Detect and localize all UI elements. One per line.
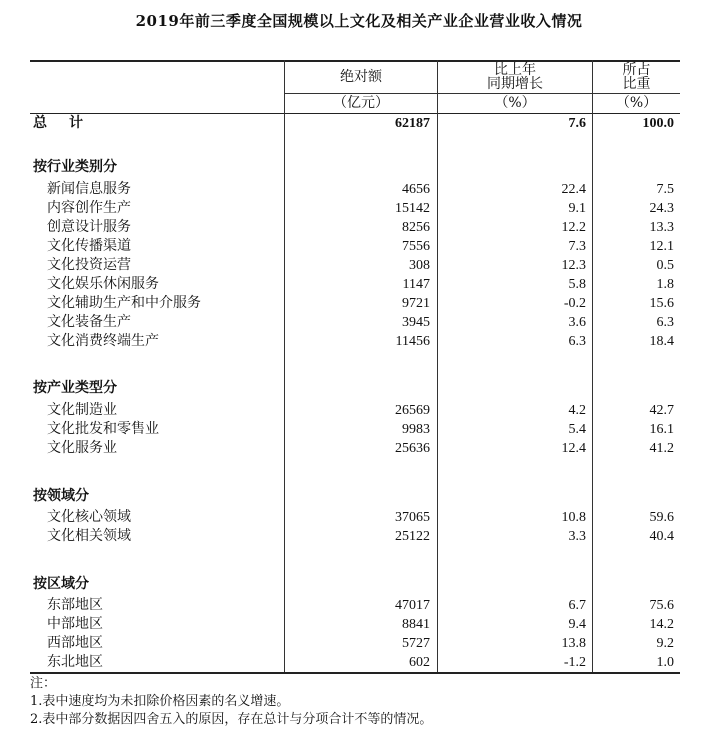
row-amount: 602 [409,655,430,670]
table-top-rule [30,60,680,62]
row-label: 文化批发和零售业 [47,421,159,437]
row-label: 文化消费终端生产 [47,333,159,349]
row-amount: 11456 [395,334,430,349]
row-label: 文化投资运营 [47,257,131,273]
row-growth: 9.4 [568,617,586,632]
header-growth-unit: （%） [494,95,536,111]
row-amount: 8841 [402,617,430,632]
row-share: 9.2 [656,636,674,651]
section-heading: 按产业类型分 [33,380,117,396]
row-amount: 37065 [395,510,430,525]
row-growth: 5.8 [568,277,586,292]
section-heading: 按领域分 [33,488,89,504]
row-amount: 7556 [402,239,430,254]
row-label: 文化装备生产 [47,314,131,330]
row-share: 40.4 [649,529,674,544]
notes-heading: 注： [30,676,57,691]
row-share: 6.3 [656,315,674,330]
note-line: 1.表中速度均为未扣除价格因素的名义增速。 [30,694,290,709]
row-share: 1.8 [656,277,674,292]
row-share: 14.2 [649,617,674,632]
total-label: 总 计 [33,115,87,131]
section-heading: 按行业类别分 [33,159,117,175]
header-share-line2: 比重 [622,76,651,92]
page-title: 2019年前三季度全国规模以上文化及相关产业企业营业收入情况 [135,12,583,30]
row-share: 0.5 [656,258,674,273]
row-share: 42.7 [649,403,674,418]
row-label: 东部地区 [47,597,103,613]
row-growth: 6.3 [568,334,586,349]
table-bottom-rule [30,672,680,674]
header-amount: 绝对额 [340,69,382,85]
row-growth: 7.3 [568,239,586,254]
row-amount: 8256 [402,220,430,235]
row-amount: 26569 [395,403,430,418]
row-amount: 9721 [402,296,430,311]
total-growth: 7.6 [568,116,586,131]
row-growth: 6.7 [568,598,586,613]
row-growth: 22.4 [561,182,586,197]
note-line: 2.表中部分数据因四舍五入的原因，存在总计与分项合计不等的情况。 [30,712,433,727]
row-amount: 4656 [402,182,430,197]
row-growth: 5.4 [568,422,586,437]
row-growth: 12.3 [561,258,586,273]
row-label: 新闻信息服务 [47,181,131,197]
row-amount: 308 [409,258,430,273]
row-share: 7.5 [656,182,674,197]
total-amount: 62187 [395,116,430,131]
row-amount: 15142 [395,201,430,216]
column-divider [592,60,593,672]
row-growth: 4.2 [568,403,586,418]
header-amount-unit: （亿元） [333,95,389,111]
row-label: 文化制造业 [47,402,117,418]
unit-separator-line [284,93,680,94]
row-label: 文化相关领域 [47,528,131,544]
row-share: 1.0 [656,655,674,670]
row-growth: 12.2 [561,220,586,235]
row-growth: -1.2 [563,655,586,670]
header-share-unit: （%） [615,95,658,111]
row-amount: 47017 [395,598,430,613]
row-label: 东北地区 [47,654,103,670]
header-share-line1: 所占 [622,62,651,78]
row-share: 75.6 [649,598,674,613]
row-label: 西部地区 [47,635,103,651]
row-amount: 25636 [395,441,430,456]
row-label: 文化传播渠道 [47,238,131,254]
row-amount: 5727 [402,636,430,651]
row-share: 18.4 [649,334,674,349]
row-growth: 10.8 [561,510,586,525]
row-label: 文化娱乐休闲服务 [47,276,159,292]
row-growth: 3.6 [568,315,586,330]
row-amount: 1147 [402,277,430,292]
row-share: 12.1 [649,239,674,254]
row-amount: 25122 [395,529,430,544]
row-share: 24.3 [649,201,674,216]
row-growth: 13.8 [561,636,586,651]
row-label: 文化辅助生产和中介服务 [47,295,201,311]
row-label: 创意设计服务 [47,219,131,235]
row-growth: 3.3 [568,529,586,544]
header-growth-line1: 比上年 [494,62,536,78]
row-label: 内容创作生产 [47,200,131,216]
header-growth-line2: 同期增长 [487,76,543,92]
row-share: 15.6 [649,296,674,311]
total-share: 100.0 [642,116,674,131]
row-amount: 9983 [402,422,430,437]
row-label: 文化核心领域 [47,509,131,525]
row-share: 13.3 [649,220,674,235]
row-growth: 12.4 [561,441,586,456]
section-heading: 按区域分 [33,576,89,592]
row-share: 41.2 [649,441,674,456]
row-growth: -0.2 [563,296,586,311]
row-share: 16.1 [649,422,674,437]
row-amount: 3945 [402,315,430,330]
row-label: 文化服务业 [47,440,117,456]
row-share: 59.6 [649,510,674,525]
row-label: 中部地区 [47,616,103,632]
row-growth: 9.1 [568,201,586,216]
column-divider [284,60,285,672]
column-divider [437,60,438,672]
